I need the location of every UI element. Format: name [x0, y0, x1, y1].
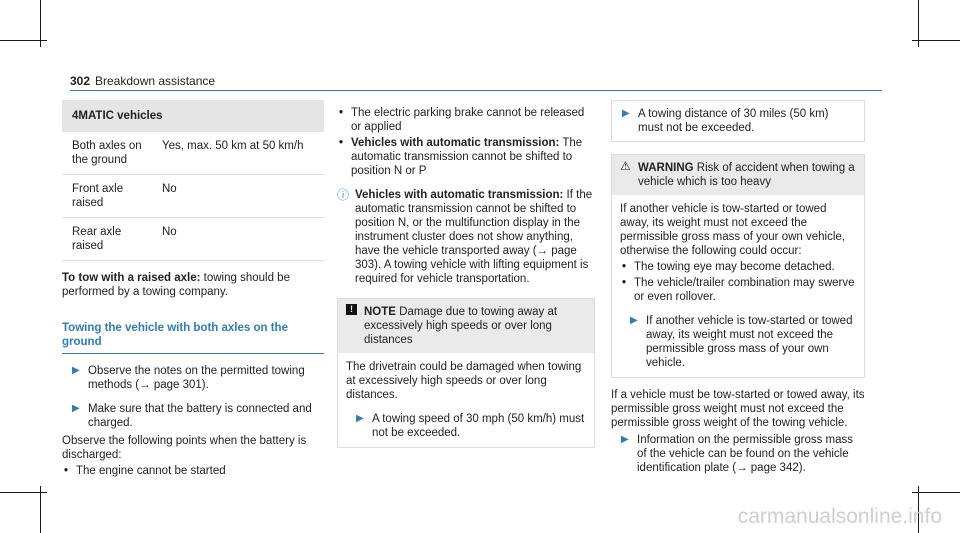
note-box: ! NOTE Damage due to towing away at excessively high speeds or over long distances The drivetrain could be damaged when towing at excessively high speeds or over long distances. ▶ A towing speed of 30 mph (50 km/h) must not be exceeded. — [337, 298, 595, 448]
step-item: ▶ Observe the notes on the permitted towing methods (→ page 301). — [72, 365, 305, 391]
arrow-icon: ▶ — [621, 434, 629, 445]
note-box-continued — [611, 100, 865, 142]
list-item: • The engine cannot be started — [64, 465, 226, 477]
column-3 — [611, 100, 865, 475]
column-1 — [62, 96, 324, 478]
step-item: ▶ A towing distance of 30 miles (50 km) must not be exceeded. — [622, 108, 829, 134]
arrow-icon: ▶ — [356, 413, 364, 424]
step-item: ▶ A towing speed of 30 mph (50 km/h) must not be exceeded. — [356, 413, 585, 439]
crop-mark — [0, 40, 47, 41]
section-rule — [62, 353, 324, 354]
table-row: Front axle raised No — [62, 175, 324, 218]
warning-icon: ⚠ — [620, 159, 631, 173]
list-item: • The vehicle/trailer combination may swerve or even rollover. — [622, 277, 855, 303]
column-2 — [337, 104, 595, 448]
table-row: Both axles on the ground Yes, max. 50 km at 50 km/h — [62, 132, 324, 175]
crop-mark — [40, 486, 41, 533]
towing-table — [62, 100, 324, 261]
info-icon: ⓘ — [337, 188, 350, 202]
arrow-icon: ▶ — [72, 365, 80, 376]
crop-mark — [912, 492, 960, 493]
page-title: Breakdown assistance — [95, 74, 216, 88]
header-rule — [70, 90, 882, 91]
arrow-icon: ▶ — [72, 403, 80, 414]
step-item: ▶ If another vehicle is tow-started or towed away, its weight must not exceed the permissible gross mass of your own vehicle. — [630, 315, 853, 369]
info-note: ⓘ Vehicles with automatic transmission: If the automatic transmission cannot be shifted to position N, or the multifunction display in the instrument cluster does not show anything, have the vehicle transported away (→ page 303). A towing vehicle with lifting equipment is required for vehicle transportation. — [337, 188, 593, 285]
step-item: ▶ Make sure that the battery is connected and charged. — [72, 403, 312, 429]
list-item: • Vehicles with automatic transmission: The automatic transmission cannot be shifted to position N or P — [339, 137, 583, 177]
step-item: ▶ Information on the permissible gross mass of the vehicle can be found on the vehicle identification plate (→ page 342). — [621, 434, 854, 474]
towing-weight-paragraph: If a vehicle must be tow-started or towed away, its permissible gross weight must not exceed the permissible gross weight of the towing vehicle. — [611, 389, 865, 429]
crop-mark — [912, 40, 960, 41]
arrow-icon: ▶ — [622, 108, 630, 119]
table-row: Rear axle raised No — [62, 218, 324, 261]
section-title: Towing the vehicle with both axles on the ground — [62, 322, 288, 348]
exclamation-icon: ! — [346, 304, 357, 315]
list-item: • The electric parking brake cannot be released or applied — [339, 107, 585, 133]
raised-axle-paragraph: To tow with a raised axle: towing should be performed by a towing company. — [62, 272, 290, 298]
watermark: carmanualsonline.info — [737, 505, 942, 528]
crop-mark — [0, 492, 47, 493]
arrow-icon: ▶ — [630, 315, 638, 326]
list-item: • The towing eye may become detached. — [622, 261, 835, 273]
observe-text: Observe the following points when the battery is discharged: — [62, 435, 307, 461]
table-heading: 4MATIC vehicles — [62, 100, 324, 132]
page-number: 302 — [70, 74, 91, 88]
warning-box: ⚠ WARNING Risk of accident when towing a vehicle which is too heavy If another vehicle is tow-started or towed away, its weight must not exceed the permissible gross mass of your own vehicle, otherwise the following could occur: • The towing eye may become detached. • The vehicle/trailer combination may swerve or even rollover. ▶ If another vehicle is tow-started or towed away, its weight must not exceed the permissible gross mass of your own vehicle. — [611, 154, 865, 378]
